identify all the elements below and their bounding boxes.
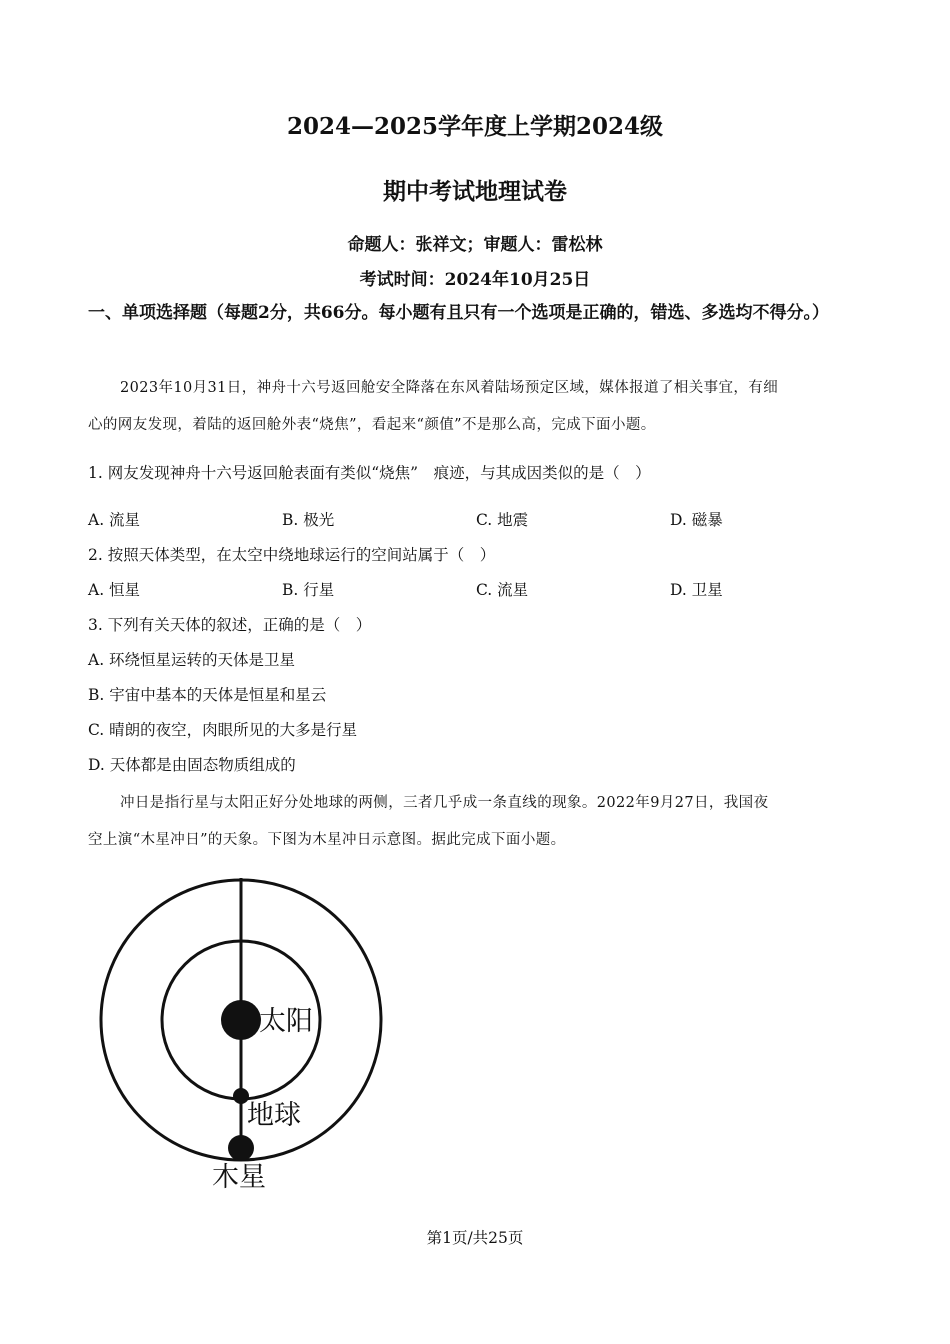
passage1-line2: 心的网友发现，着陆的返回舱外表“烧焦”，看起来“颜值”不是那么高，完成下面小题。 [88, 417, 656, 433]
question-2-option-a: A. 恒星 [88, 581, 141, 599]
question-1-option-d: D. 磁暴 [670, 511, 723, 529]
question-2-stem: 2. 按照天体类型，在太空中绕地球运行的空间站属于（ ） [88, 546, 496, 564]
earth-label: 地球 [247, 1100, 301, 1131]
question-1-option-c: C. 地震 [476, 511, 529, 529]
question-2-option-b: B. 行星 [282, 581, 335, 599]
sun-marker [221, 1000, 261, 1040]
exam-time: 考试时间：2024年10月25日 [359, 270, 591, 290]
passage1-line1: 2023年10月31日，神舟十六号返回舱安全降落在东风着陆场预定区域，媒体报道了相关事宜，有细 [120, 380, 779, 396]
question-1-option-b: B. 极光 [282, 511, 335, 529]
question-3-option-a: A. 环绕恒星运转的天体是卫星 [88, 651, 296, 669]
question-1-stem: 1. 网友发现神舟十六号返回舱表面有类似“烧焦” 痕迹，与其成因类似的是（ ） [88, 464, 651, 482]
passage2-line1: 冲日是指行星与太阳正好分处地球的两侧，三者几乎成一条直线的现象。2022年9月27日，我国夜 [120, 795, 769, 811]
passage2-line2: 空上演“木星冲日”的天象。下图为木星冲日示意图。据此完成下面小题。 [88, 832, 566, 848]
question-3-option-d: D. 天体都是由固态物质组成的 [88, 756, 296, 774]
jupiter-marker [228, 1135, 254, 1161]
exam-title-line2: 期中考试地理试卷 [383, 178, 567, 205]
question-3-option-c: C. 晴朗的夜空，肉眼所见的大多是行星 [88, 721, 358, 739]
exam-title-line1: 2024—2025学年度上学期2024级 [286, 113, 664, 140]
exam-authors: 命题人：张祥文；审题人：雷松林 [347, 235, 603, 255]
question-3-stem: 3. 下列有关天体的叙述，正确的是（ ） [88, 616, 372, 634]
question-2-option-d: D. 卫星 [670, 581, 723, 599]
page-number: 第1页/共25页 [426, 1229, 524, 1247]
section-heading: 一、单项选择题（每题2分，共66分。每小题有且只有一个选项是正确的，错选、多选均不得分。） [88, 303, 829, 323]
jupiter-opposition-diagram [95, 873, 385, 1193]
question-2-option-c: C. 流星 [476, 581, 529, 599]
question-3-option-b: B. 宇宙中基本的天体是恒星和星云 [88, 686, 327, 704]
jupiter-label: 木星 [212, 1162, 266, 1193]
question-1-option-a: A. 流星 [88, 511, 141, 529]
sun-label: 太阳 [259, 1006, 313, 1037]
